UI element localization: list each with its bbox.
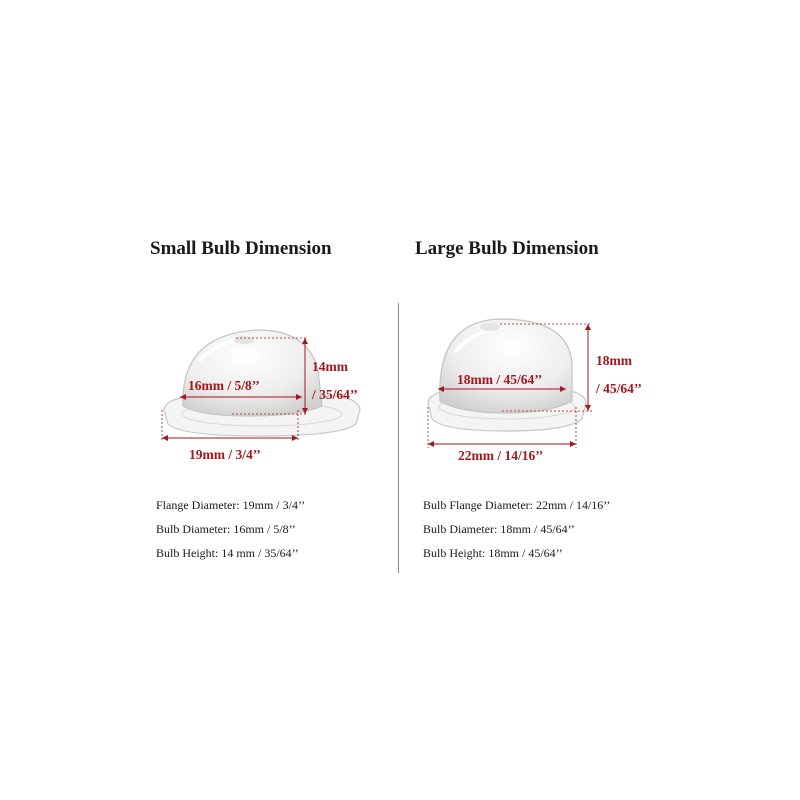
large-bulb-diameter-label: 18mm / 45/64’’ [457, 372, 543, 387]
small-height-label-mm: 14mm [312, 359, 348, 374]
small-flange-diameter-spec: Flange Diameter: 19mm / 3/4’’ [156, 498, 306, 512]
small-bulb-diameter-label: 16mm / 5/8’’ [188, 378, 260, 393]
large-height-label-in: / 45/64’’ [596, 381, 642, 396]
small-bulb-specs [156, 497, 305, 569]
small-bulb-diagram [150, 320, 380, 470]
large-bulb-diagram [410, 305, 670, 465]
small-bulb-height-spec: Bulb Height: 14 mm / 35/64’’ [156, 546, 299, 560]
large-bulb-height-spec: Bulb Height: 18mm / 45/64’’ [423, 546, 563, 560]
small-bulb-diameter-spec: Bulb Diameter: 16mm / 5/8’’ [156, 522, 296, 536]
large-bulb-specs [423, 497, 610, 569]
large-flange-diameter-label: 22mm / 14/16’’ [458, 448, 544, 463]
small-height-label-in: / 35/64’’ [312, 387, 358, 402]
large-bulb-heading: Large Bulb Dimension [415, 238, 599, 259]
small-flange-diameter-label: 19mm / 3/4’’ [189, 447, 261, 462]
center-divider [398, 303, 399, 573]
small-bulb-heading: Small Bulb Dimension [150, 238, 332, 259]
large-bulb-diameter-spec: Bulb Diameter: 18mm / 45/64’’ [423, 522, 575, 536]
large-flange-diameter-spec: Bulb Flange Diameter: 22mm / 14/16’’ [423, 498, 611, 512]
large-height-label-mm: 18mm [596, 353, 632, 368]
